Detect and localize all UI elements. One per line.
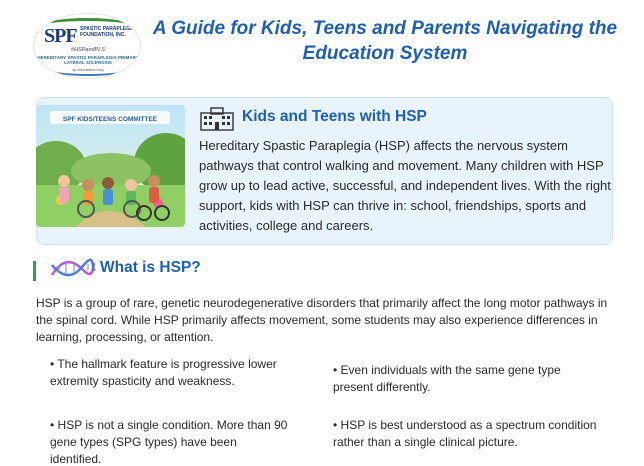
illustration-caption: SPF KIDS/TEENS COMMITTEE: [62, 116, 158, 123]
card-heading: Kids and Teens with HSP: [242, 108, 427, 125]
dna-helix-icon: [50, 255, 96, 281]
bullet-item: • HSP is best understood as a spectrum condition rather than a single clinical picture.: [333, 418, 597, 449]
kids-illustration: [36, 105, 185, 227]
bullet-item: • The hallmark feature is progressive lower extremity spasticity and weakness.: [50, 357, 277, 388]
logo-org-name: SPASTIC PARAPLEGIA FOUNDATION, INC.: [80, 26, 135, 38]
page-title: A Guide for Kids, Teens and Parents Navigating the Education System: [152, 18, 618, 64]
logo-hashtag: #HSPandPLS: [71, 47, 105, 53]
logo-url: sp-foundation.org: [72, 67, 104, 72]
bullet-item: • HSP is not a single condition. More than 90 gene types (SPG types) have been identified.: [50, 418, 288, 466]
section-accent-bar: [33, 261, 36, 281]
logo-acronym: SPF: [44, 25, 77, 47]
section-paragraph: HSP is a group of rare, genetic neurodegenerative disorders that primarily affect the long motor pathways in the spinal cord. While HSP primarily affects movement, some students may also experience differences in learning, processing, or attention.: [36, 296, 608, 344]
section-heading: What is HSP?: [100, 259, 201, 276]
bullet-item: • Even individuals with the same gene type present differently.: [333, 363, 561, 394]
logo-subtitle: HEREDITARY SPASTIC PARAPLEGIA PRIMARY LATERAL SCLEROSIS: [37, 55, 139, 65]
school-building-icon: [200, 107, 234, 131]
spf-logo: [33, 13, 141, 79]
card-body-text: Hereditary Spastic Paraplegia (HSP) affects the nervous system pathways that control walking and movement. Many children with HSP grow up to lead active, successful, and independent lives. With the right support, kids with HSP can thrive in: school, friendships, sports and activities, college and careers.: [199, 138, 611, 233]
